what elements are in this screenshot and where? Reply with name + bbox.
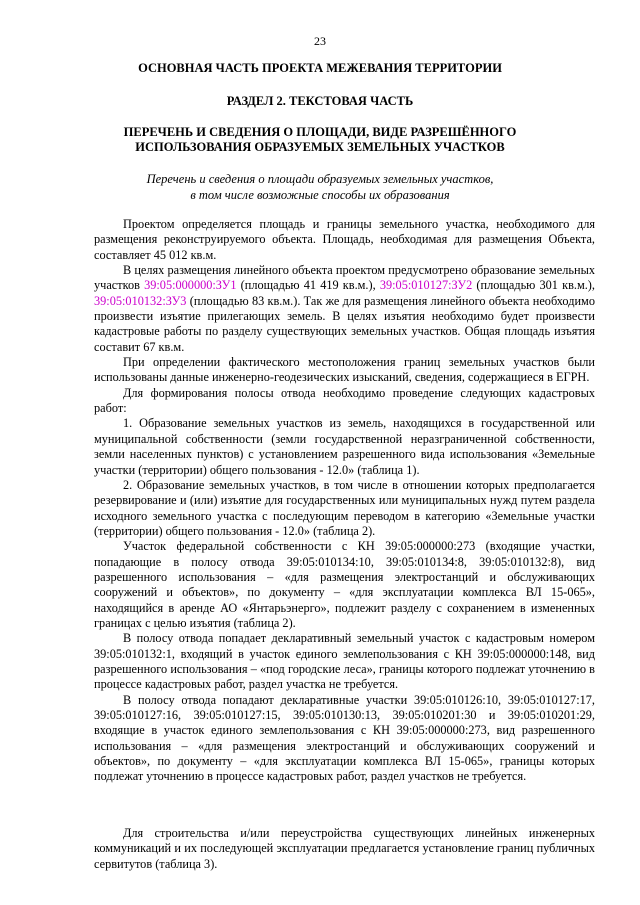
formation-text-c: (площадью 301 кв.м.), bbox=[472, 278, 595, 293]
cadastral-zu2: 39:05:010127:ЗУ2 bbox=[379, 278, 473, 293]
formation-text-b: (площадью 41 419 кв.м.), bbox=[236, 278, 380, 293]
paragraph-location: При определении фактического местоположения границ земельных участков были использованы данные инженерно-геодезических изысканий, сведения, содержащиеся в ЕГРН. bbox=[94, 355, 595, 385]
paragraph-formation bbox=[94, 263, 595, 355]
cadastral-zu1: 39:05:000000:ЗУ1 bbox=[144, 278, 237, 293]
list-item-1: 1. Образование земельных участков из земель, находящихся в государственной или муниципальной собственности (земли государственной неразграниченной собственности, земли населенных пунктов) с установлением разрешенного вида использования «Земельные участки (территории) общего пользования - 12.0» (таблица 1). bbox=[94, 416, 595, 477]
paragraph-cadastral-works: Для формирования полосы отвода необходимо проведение следующих кадастровых работ: bbox=[94, 385, 595, 416]
paragraph-declarative-plots: В полосу отвода попадают декларативные участки 39:05:010126:10, 39:05:010127:17, 39:05:010127:16, 39:05:010127:15, 39:05:010130:13, 39:05:010201:30 и 39:05:010201:29, входящие в участок единого землепользования с КН 39:05:000000:273, вид разрешенного использования – «для размещения электростанций и обслуживающих сооружений и объектов», по документу – «для эксплуатации комплекса ВЛ 15-065», границы которых подлежат уточнению в процессе кадастровых работ, раздел участков не требуется. bbox=[94, 692, 595, 784]
subheading-line2: в том числе возможные способы их образования bbox=[190, 188, 450, 202]
formation-text-d: (площадью 83 кв.м.). Так же для размещения линейного объекта необходимо произвести изъятие прилегающих земель. В целях изъятия необходимо будет произвести кадастровые работы по разделу существующих земельных участков. Общая площадь изъятия составит 67 кв.м. bbox=[94, 293, 595, 354]
paragraph-declarative-plot: В полосу отвода попадает декларативный земельный участок с кадастровым номером 39:05:010132:1, входящий в участок единого землепользования с КН 39:05:000000:148, вид разрешенного использования – «под городские леса», границы которого подлежат уточнению в процессе кадастровых работ, раздел участка не требуется. bbox=[94, 631, 595, 692]
body-text bbox=[94, 217, 595, 785]
page-number: 23 bbox=[314, 34, 326, 48]
section-heading: РАЗДЕЛ 2. ТЕКСТОВАЯ ЧАСТЬ bbox=[226, 94, 414, 108]
main-heading: ОСНОВНАЯ ЧАСТЬ ПРОЕКТА МЕЖЕВАНИЯ ТЕРРИТОРИИ bbox=[138, 61, 502, 75]
subheading bbox=[0, 171, 640, 203]
subheading-line1: Перечень и сведения о площади образуемых земельных участков, bbox=[146, 172, 494, 186]
list-title-line1: ПЕРЕЧЕНЬ И СВЕДЕНИЯ О ПЛОЩАДИ, ВИДЕ РАЗРЕШЁННОГО bbox=[123, 125, 517, 139]
paragraph-area: Проектом определяется площадь и границы земельного участка, необходимого для размещения реконструируемого объекта. Площадь, необходимая для размещения Объекта, составляет 45 012 кв.м. bbox=[94, 217, 595, 262]
cadastral-zu3: 39:05:010132:ЗУ3 bbox=[94, 293, 187, 308]
list-item-2: 2. Образование земельных участков, в том числе в отношении которых предполагается резервирование и (или) изъятие для государственных или муниципальных нужд путем раздела исходного земельного участка с последующим переводом в категорию «Земельные участки (территории) общего пользования - 12.0» (таблица 2). bbox=[94, 477, 595, 538]
paragraph-federal-plot: Участок федеральной собственности с КН 39:05:000000:273 (входящие участки, попадающие в полосу отвода 39:05:010134:10, 39:05:010134:8, 39:05:010132:8), вид разрешенного использования – «для размещения электростанций и обслуживающих сооружений и объектов», по документу – «для эксплуатации комплекса ВЛ 15-065», находящийся в аренде АО «Янтарьэнерго», подлежит разделу с сохранением в измененных границах с целью изъятия (таблица 2). bbox=[94, 539, 595, 630]
list-title bbox=[0, 125, 640, 155]
paragraph-servitudes: Для строительства и/или переустройства существующих линейных инженерных коммуникаций и их последующей эксплуатации предлагается установление границ публичных сервитутов (таблица 3). bbox=[94, 826, 595, 871]
list-title-line2: ИСПОЛЬЗОВАНИЯ ОБРАЗУЕМЫХ ЗЕМЕЛЬНЫХ УЧАСТКОВ bbox=[135, 140, 505, 154]
formation-text-a: В целях размещения линейного объекта проектом предусмотрено образование земельных участков bbox=[94, 263, 595, 293]
body-text-final bbox=[94, 826, 595, 872]
